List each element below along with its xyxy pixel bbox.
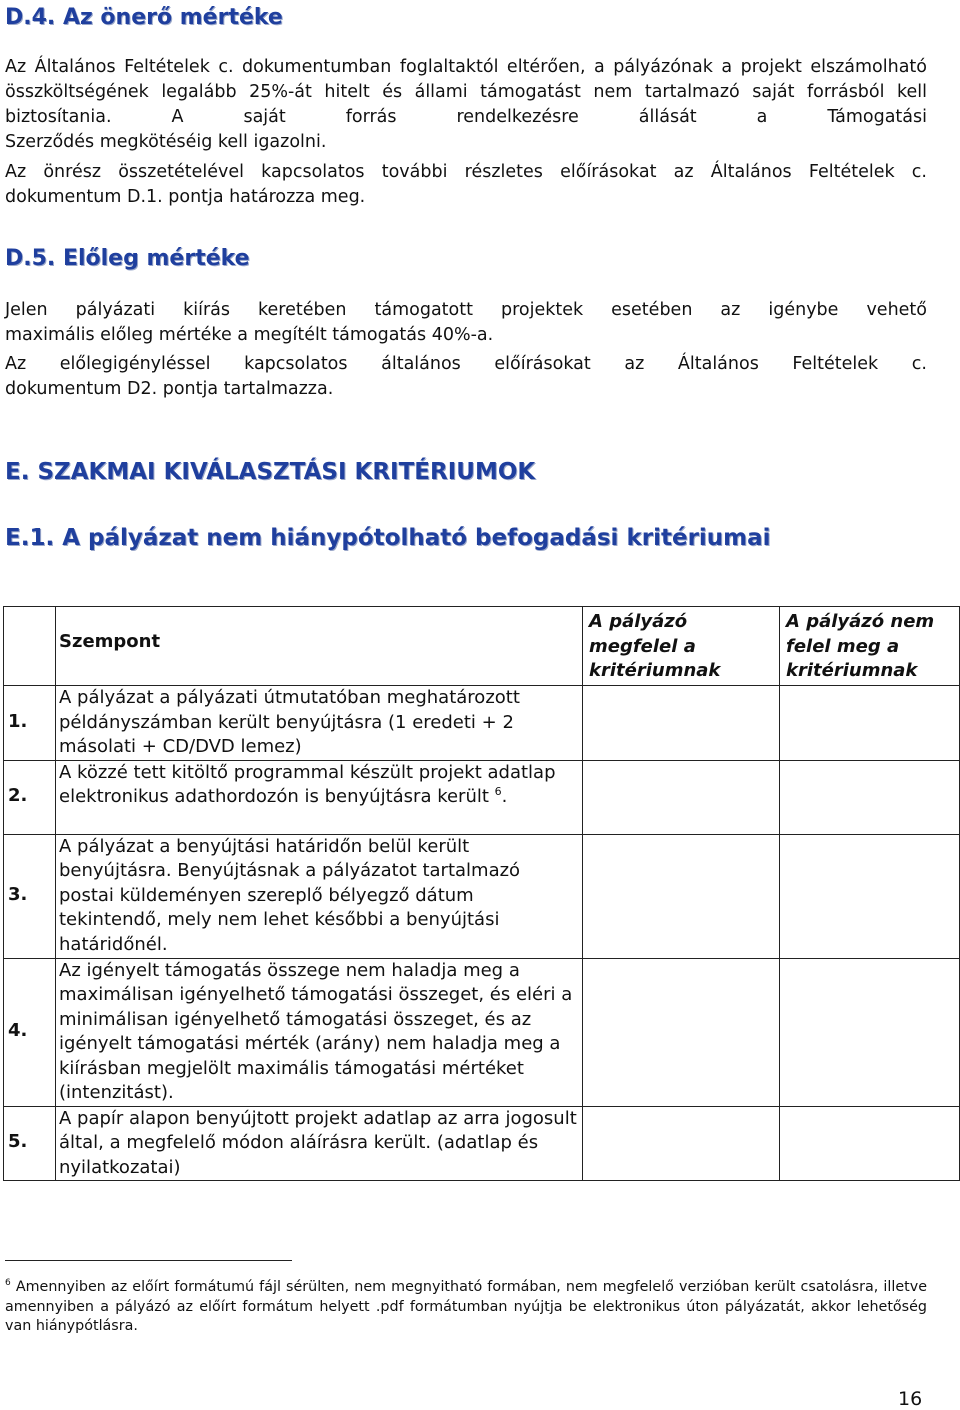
section-heading-d4: D.4. Az önerő mértéke bbox=[5, 5, 283, 30]
row-criterion-text: A pályázat a pályázati útmutatóban meghatározott példányszámban került benyújtásra (1 eredeti + 2 másolati + CD/DVD lemez) bbox=[56, 686, 583, 761]
row-criterion-body: A közzé tett kitöltő programmal készült projekt adatlap elektronikus adathordozón is benyújtásra került bbox=[59, 761, 556, 807]
fails-checkbox-cell[interactable] bbox=[780, 958, 960, 1106]
table-row bbox=[4, 686, 960, 761]
page-number: 16 bbox=[898, 1388, 923, 1410]
table-row bbox=[4, 958, 960, 1106]
row-criterion-text bbox=[56, 760, 583, 834]
paragraph-d4-2 bbox=[5, 160, 927, 210]
row-criterion-text: A pályázat a benyújtási határidőn belül került benyújtásra. Benyújtásnak a pályázatot tartalmazó postai küldeményen szereplő bélyegző dátum tekintendő, mely nem lehet későbbi a benyújtási határidőnél. bbox=[56, 834, 583, 958]
fails-checkbox-cell[interactable] bbox=[780, 834, 960, 958]
section-heading-e1: E.1. A pályázat nem hiánypótolható befogadási kritériumai bbox=[5, 525, 771, 551]
footnote-ref: 6 bbox=[494, 785, 502, 798]
fails-checkbox-cell[interactable] bbox=[780, 686, 960, 761]
row-number: 4. bbox=[4, 958, 56, 1106]
footnote-text: Amennyiben az előírt formátumú fájl sérülten, nem megnyitható formában, nem megfelelő verzióban került csatolásra, illetve amennyiben a pályázó az előírt formátum helyett .pdf formátumban nyújtja be elektronikus úton pályázatát, akkor lehetőség van hiánypótlásra. bbox=[5, 1279, 927, 1334]
section-heading-d5: D.5. Előleg mértéke bbox=[5, 246, 250, 271]
fails-checkbox-cell[interactable] bbox=[780, 760, 960, 834]
row-criterion-text: A papír alapon benyújtott projekt adatlap az arra jogosult által, a megfelelő módon aláírásra került. (adatlap és nyilatkozatai) bbox=[56, 1106, 583, 1181]
table-row bbox=[4, 834, 960, 958]
row-number: 2. bbox=[4, 760, 56, 834]
footnote bbox=[5, 1278, 927, 1337]
meets-checkbox-cell[interactable] bbox=[583, 958, 780, 1106]
meets-checkbox-cell[interactable] bbox=[583, 834, 780, 958]
header-num-cell bbox=[4, 607, 56, 686]
paragraph-text: Az előlegigényléssel kapcsolatos általános előírásokat az Általános Feltételek c. bbox=[5, 354, 927, 374]
row-number: 1. bbox=[4, 686, 56, 761]
footnote-separator bbox=[5, 1260, 292, 1261]
paragraph-text-end: dokumentum D.1. pontja határozza meg. bbox=[5, 187, 366, 207]
table-row bbox=[4, 1106, 960, 1181]
table-header-row bbox=[4, 607, 960, 686]
header-criterion: Szempont bbox=[56, 607, 583, 686]
row-criterion-end: . bbox=[501, 786, 508, 807]
paragraph-text-end: dokumentum D2. pontja tartalmazza. bbox=[5, 379, 334, 399]
paragraph-text: Az önrész összetételével kapcsolatos további részletes előírásokat az Általános Feltételek c. bbox=[5, 162, 927, 182]
chapter-heading-e: E. SZAKMAI KIVÁLASZTÁSI KRITÉRIUMOK bbox=[5, 459, 536, 485]
paragraph-text-end: Szerződés megkötéséig kell igazolni. bbox=[5, 132, 327, 152]
paragraph-text: Jelen pályázati kiírás keretében támogatott projektek esetében az igénybe vehető bbox=[5, 300, 927, 320]
header-fails: A pályázó nem felel meg a kritériumnak bbox=[780, 607, 960, 686]
table-row bbox=[4, 760, 960, 834]
paragraph-text: Az Általános Feltételek c. dokumentumban foglaltaktól eltérően, a pályázónak a projekt elszámolható összköltségének legalább 25%-át hitelt és állami támogatást nem tartalmazó saját forrásból kell biztosítania. A saját forrás rendelkezésre állását a Támogatási bbox=[5, 57, 927, 127]
paragraph-d4-1 bbox=[5, 55, 927, 155]
row-number: 3. bbox=[4, 834, 56, 958]
meets-checkbox-cell[interactable] bbox=[583, 686, 780, 761]
meets-checkbox-cell[interactable] bbox=[583, 760, 780, 834]
paragraph-text-end: maximális előleg mértéke a megítélt támogatás 40%-a. bbox=[5, 325, 494, 345]
paragraph-d5-2 bbox=[5, 352, 927, 402]
footnote-marker: 6 bbox=[5, 1278, 11, 1289]
meets-checkbox-cell[interactable] bbox=[583, 1106, 780, 1181]
row-criterion-text: Az igényelt támogatás összege nem haladja meg a maximálisan igényelhető támogatási összeget, és eléri a minimálisan igényelhető támogatási összeget, és az igényelt támogatási mérték (arány) nem haladja meg a kiírásban megjelölt maximális támogatási mértéket (intenzitást). bbox=[56, 958, 583, 1106]
paragraph-d5-1 bbox=[5, 298, 927, 348]
fails-checkbox-cell[interactable] bbox=[780, 1106, 960, 1181]
row-number: 5. bbox=[4, 1106, 56, 1181]
criteria-table bbox=[3, 606, 960, 1181]
header-meets: A pályázó megfelel a kritériumnak bbox=[583, 607, 780, 686]
